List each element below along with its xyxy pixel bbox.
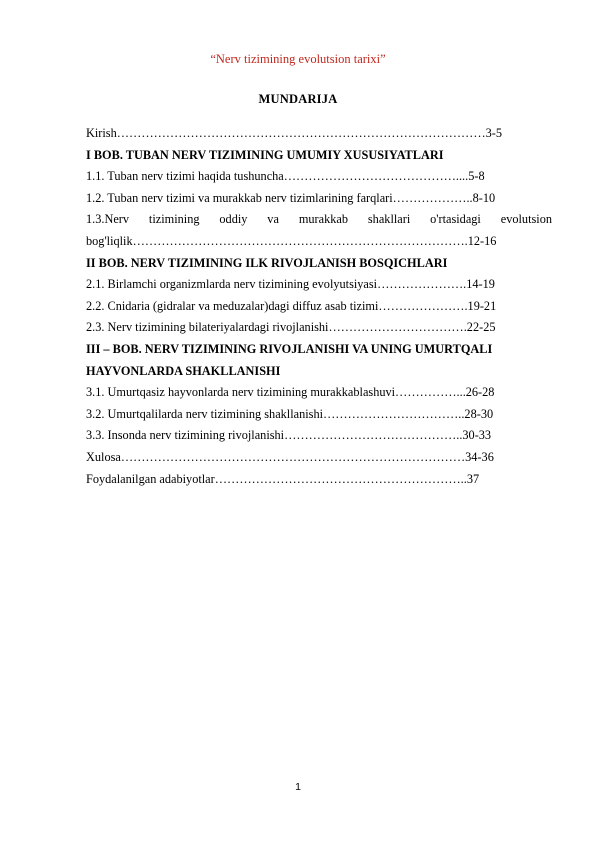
toc-chapter-2: II BOB. NERV TIZIMINING ILK RIVOJLANISH BOSQICHLARI xyxy=(86,255,448,270)
toc-chapter-1: I BOB. TUBAN NERV TIZIMINING UMUMIY XUSUSIYATLARI xyxy=(86,147,444,162)
toc-entry-2-2: 2.2. Cnidaria (gidralar va meduzalar)dagi diffuz asab tizimi………………….19-21 xyxy=(86,298,497,313)
toc-heading: MUNDARIJA xyxy=(258,92,338,106)
toc-entry-3-1: 3.1. Umurtqasiz hayvonlarda nerv tizimining murakkablashuvi……………...26-28 xyxy=(86,385,495,400)
toc-entry-3-3: 3.3. Insonda nerv tizimining rivojlanishi……………………………………..30-33 xyxy=(86,428,492,443)
toc-entry-1-2: 1.2. Tuban nerv tizimi va murakkab nerv tizimlarining farqlari………………..8-10 xyxy=(86,190,496,205)
toc-entry-conclusion: Xulosa…………………………………………………………………………34-36 xyxy=(86,449,494,464)
table-of-contents xyxy=(86,123,552,490)
toc-entry-2-1: 2.1. Birlamchi organizmlarda nerv tizimining evolyutsiyasi………………….14-19 xyxy=(86,277,495,292)
toc-entry-3-2: 3.2. Umurtqalilarda nerv tizimining shakllanishi……………………………..28-30 xyxy=(86,406,494,421)
toc-entry-references: Foydalanilgan adabiyotlar……………………………………………………..37 xyxy=(86,471,480,486)
toc-entry-1-3-line1: 1.3.Nerv tizimining oddiy va murakkab shakllari o'rtasidagi evolutsion xyxy=(86,212,552,227)
toc-chapter-3-line1: III – BOB. NERV TIZIMINING RIVOJLANISHI VA UNING UMURTQALI xyxy=(86,341,493,356)
toc-entry-introduction: Kirish………………………………………………………………………………3-5 xyxy=(86,126,503,140)
document-title: “Nerv tizimining evolutsion tarixi” xyxy=(210,52,386,66)
toc-chapter-3-line2: HAYVONLARDA SHAKLLANISHI xyxy=(86,363,281,378)
toc-entry-1-3-line2: bog'liqlik……………………………………………………………………….12-16 xyxy=(86,233,497,248)
toc-entry-2-3: 2.3. Nerv tizimining bilateriyalardagi rivojlanishi…………………………….22-25 xyxy=(86,320,496,335)
page-number: 1 xyxy=(295,781,301,793)
toc-entry-1-1: 1.1. Tuban nerv tizimi haqida tushuncha……………………………………....5-8 xyxy=(86,169,485,184)
